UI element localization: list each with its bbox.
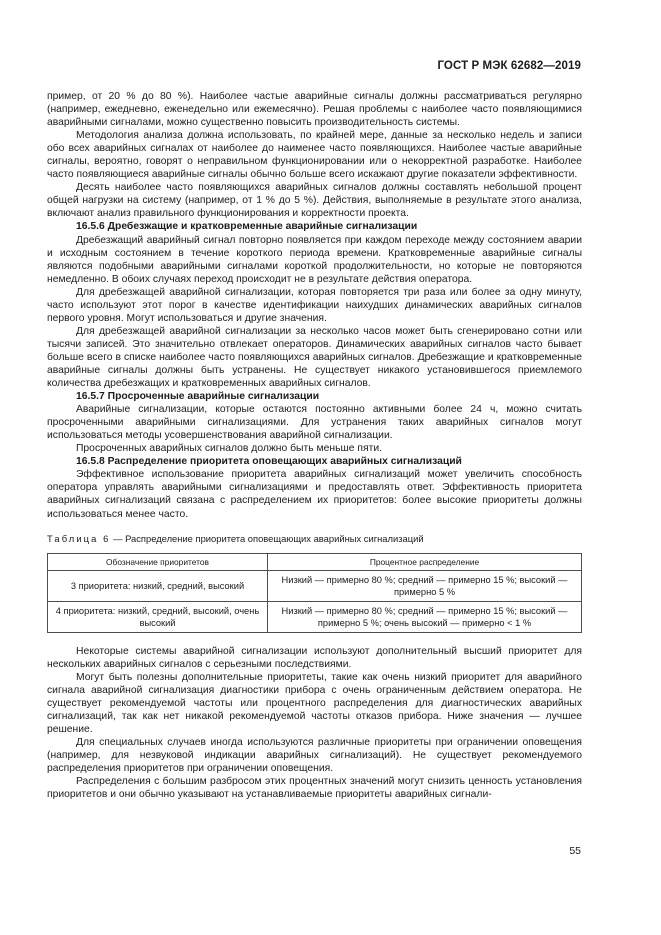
paragraph: пример, от 20 % до 80 %). Наиболее частые аварийные сигналы должны рассматриваться регулярно (например, ежедневно, еженедельно или ежемесячно). Решая проблемы с наиболее часто появляющимися аварийными сигналами, можно существенно повысить производительность системы. [47, 91, 582, 129]
table-cell: 4 приоритета: низкий, средний, высокий, очень высокий [48, 601, 268, 632]
paragraph: Могут быть полезны дополнительные приоритеты, такие как очень низкий приоритет для аварийного сигнала аварийной сигнализация диагностики прибора с очень ограниченным действием оператора. Не существует рекомендуемой частоты или процентного распределения для диагностических аварийных сигнализаций, так как нет никакой рекомендуемой частоты отказов прибора. Ниже значения — лучшее решение. [47, 671, 582, 735]
table-cell: Низкий — примерно 80 %; средний — примерно 15 %; высокий — примерно 5 % [268, 570, 582, 601]
section-heading-16-5-8: 16.5.8 Распределение приоритета оповещающих аварийных сигнализаций [76, 456, 462, 468]
standard-designation: ГОСТ Р МЭК 62682—2019 [437, 60, 581, 72]
paragraph: Распределения с большим разбросом этих процентных значений могут снизить ценность установления приоритетов и они обычно указывают на устанавливаемые приоритеты аварийных сигнали- [47, 776, 582, 801]
table-header-row [48, 553, 582, 570]
paragraph: Методология анализа должна использовать, по крайней мере, данные за несколько недель и записи обо всех аварийных сигналах от наиболее до наименее часто появляющихся. Наиболее частые аварийные сигналы, вероятно, говорят о неправильном функционировании или о некорректной разработке. Наиболее часто появляющиеся аварийные сигналы обычно больше всего искажают другие показатели эффективности. [47, 130, 582, 181]
table-cell: Низкий — примерно 80 %; средний — примерно 15 %; высокий — примерно 5 %; очень высокий — примерно < 1 % [268, 601, 582, 632]
page-body [47, 90, 582, 801]
paragraph: Аварийные сигнализации, которые остаются постоянно активными более 24 ч, можно считать просроченными аварийными сигнализациями. Для устранения таких аварийных сигналов могут использоваться методы усовершенствования аварийной сигнализации. [47, 404, 582, 442]
priority-distribution-table [47, 553, 582, 633]
table-header-cell: Процентное распределение [268, 553, 582, 570]
paragraph: Дребезжащий аварийный сигнал повторно появляется при каждом переходе между состоянием аварии и исходным состоянием в течение короткого периода времени. Кратковременные аварийные сигналы являются подобными аварийными сигналами короткой продолжительности, но которые не повторяются немедленно. В обоих случаях переход происходит не в результате действия оператора. [47, 234, 582, 285]
table-row [48, 601, 582, 632]
table-cell: 3 приоритета: низкий, средний, высокий [48, 570, 268, 601]
table-caption-label: Таблица 6 [47, 532, 111, 544]
section-heading-16-5-6: 16.5.6 Дребезжащие и кратковременные аварийные сигнализации [76, 221, 418, 233]
paragraph: Просроченных аварийных сигналов должно быть меньше пяти. [76, 443, 382, 455]
table-row [48, 570, 582, 601]
paragraph: Эффективное использование приоритета аварийных сигнализаций может увеличить способность оператора управлять аварийными сигнализациями и предоставлять ответ. Эффективность приоритета аварийных сигнализаций связана с распределением их приоритетов: более высокие приоритеты должны использоваться менее часто. [47, 469, 582, 520]
paragraph: Десять наиболее часто появляющихся аварийных сигналов должны составлять небольшой процент общей нагрузки на систему (например, от 1 % до 5 %). Действия, выполняемые в результате этого анализа, включают анализ правильного функционирования и корректности проекта. [47, 182, 582, 220]
paragraph: Для дребезжащей аварийной сигнализации за несколько часов может быть сгенерировано сотни или тысячи записей. Это значительно отвлекает операторов. Динамических аварийных сигналов часто бывает больше всего в списке наиболее часто появляющихся аварийных сигналов. Дребезжащие и кратковременные аварийные сигналы должны быть устранены. Не существует никакого установившегося приемлемого количества дребезжащих и кратковременных аварийных сигналов. [47, 325, 582, 390]
paragraph: Для специальных случаев иногда используются различные приоритеты при ограничении оповещения (например, для незвуковой индикации аварийных сигнализаций). Не существует рекомендуемого распределения приоритетов при ограничении оповещения. [47, 736, 582, 774]
paragraph: Для дребезжащей аварийной сигнализации, которая повторяется три раза или более за одну минуту, часто используют этот порог в качестве идентификации наихудших динамических аварийных сигналов первого уровня. Могут использоваться и другие значения. [47, 286, 582, 324]
table-header-cell: Обозначение приоритетов [48, 553, 268, 570]
paragraph: Некоторые системы аварийной сигнализации используют дополнительный высший приоритет для нескольких аварийных сигналов с серьезными последствиями. [47, 645, 582, 670]
section-heading-16-5-7: 16.5.7 Просроченные аварийные сигнализации [76, 391, 320, 403]
table-caption [47, 533, 582, 545]
page-number: 55 [569, 845, 581, 857]
table-caption-text: — Распределение приоритета оповещающих аварийных сигнализаций [110, 532, 424, 544]
